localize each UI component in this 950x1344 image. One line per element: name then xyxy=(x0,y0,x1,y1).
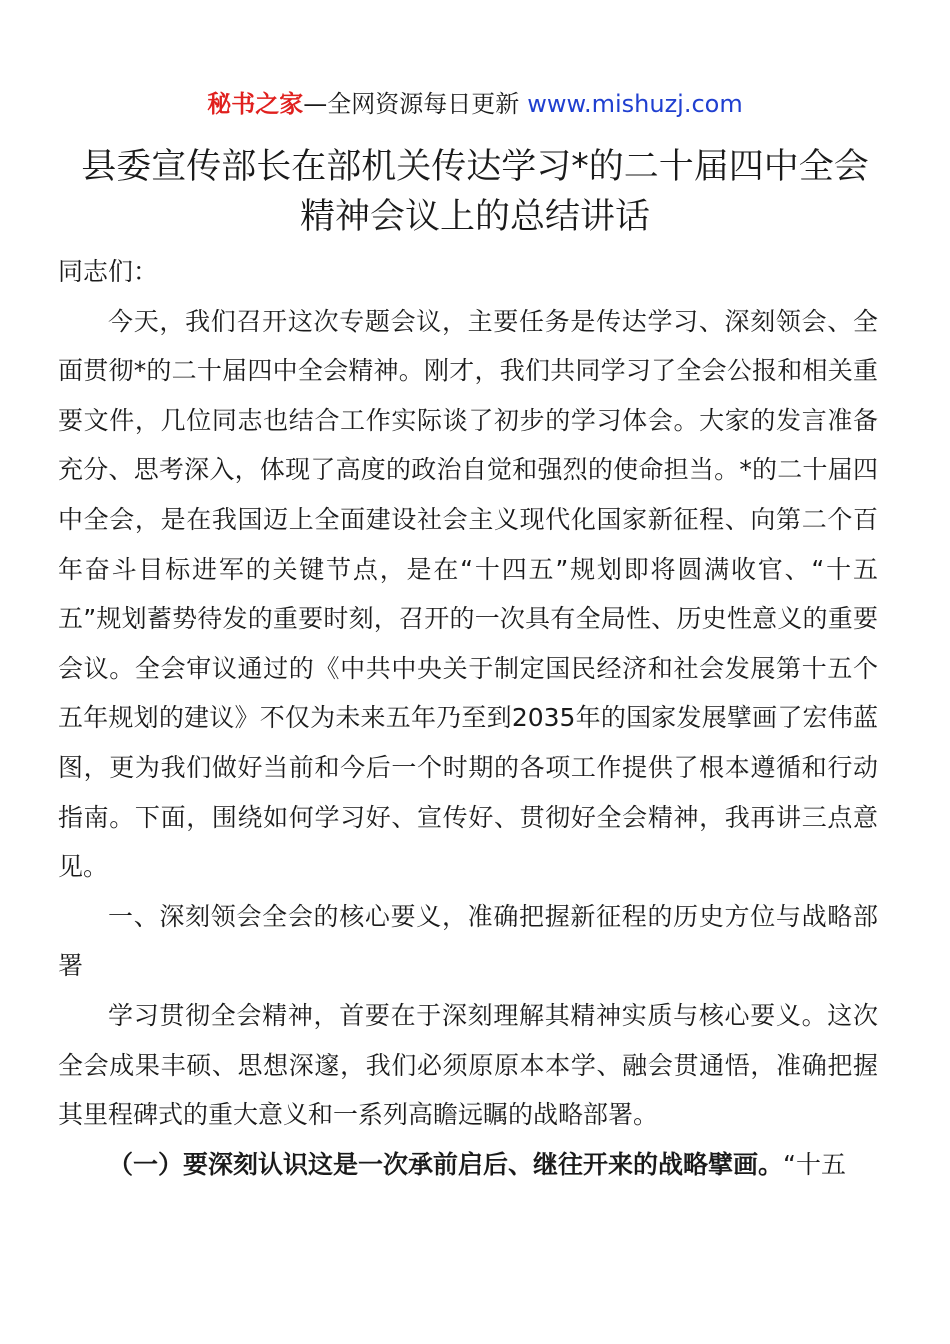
paragraph-intro: 今天，我们召开这次专题会议，主要任务是传达学习、深刻领会、全面贯彻*的二十届四中全会精神。刚才，我们共同学习了全会公报和相关重要文件，几位同志也结合工作实际谈了初步的学习体会。大家的发言准备充分、思考深入，体现了高度的政治自觉和强烈的使命担当。*的二十届四中全会，是在我国迈上全面建设社会主义现代化国家新征程、向第二个百年奋斗目标进军的关键节点，是在“十四五”规划即将圆满收官、“十五五”规划蓄势待发的重要时刻，召开的一次具有全局性、历史性意义的重要会议。全会审议通过的《中共中央关于制定国民经济和社会发展第十五个五年规划的建议》不仅为未来五年乃至到2035年的国家发展擘画了宏伟蓝图，更为我们做好当前和今后一个时期的各项工作提供了根本遵循和行动指南。下面，围绕如何学习好、宣传好、贯彻好全会精神，我再讲三点意见。 xyxy=(58,306,878,882)
document-title xyxy=(40,142,910,242)
subsection-heading-1 xyxy=(58,1140,878,1190)
section-heading-1: 一、深刻领会全会的核心要义，准确把握新征程的历史方位与战略部署 xyxy=(58,901,878,981)
subsection-heading-tail: “十五 xyxy=(783,1149,846,1179)
header-tagline: 全网资源每日更新 xyxy=(327,90,520,118)
header-dash: — xyxy=(303,90,328,118)
subsection-heading-text: （一）要深刻认识这是一次承前启后、继往开来的战略擘画。 xyxy=(108,1149,784,1179)
paragraph-section-1: 学习贯彻全会精神，首要在于深刻理解其精神实质与核心要义。这次全会成果丰硕、思想深邃，我们必须原原本本学、融会贯通悟，准确把握其里程碑式的重大意义和一系列高瞻远瞩的战略部署。 xyxy=(58,1000,878,1130)
site-url-link[interactable]: www.mishuzj.com xyxy=(527,90,743,118)
brand-name: 秘书之家 xyxy=(207,90,304,118)
site-header xyxy=(0,86,950,122)
title-line-2: 精神会议上的总结讲话 xyxy=(299,197,650,237)
title-line-1: 县委宣传部长在部机关传达学习*的二十届四中全会 xyxy=(81,147,869,187)
salutation: 同志们： xyxy=(58,257,159,286)
document-body xyxy=(58,247,878,1189)
